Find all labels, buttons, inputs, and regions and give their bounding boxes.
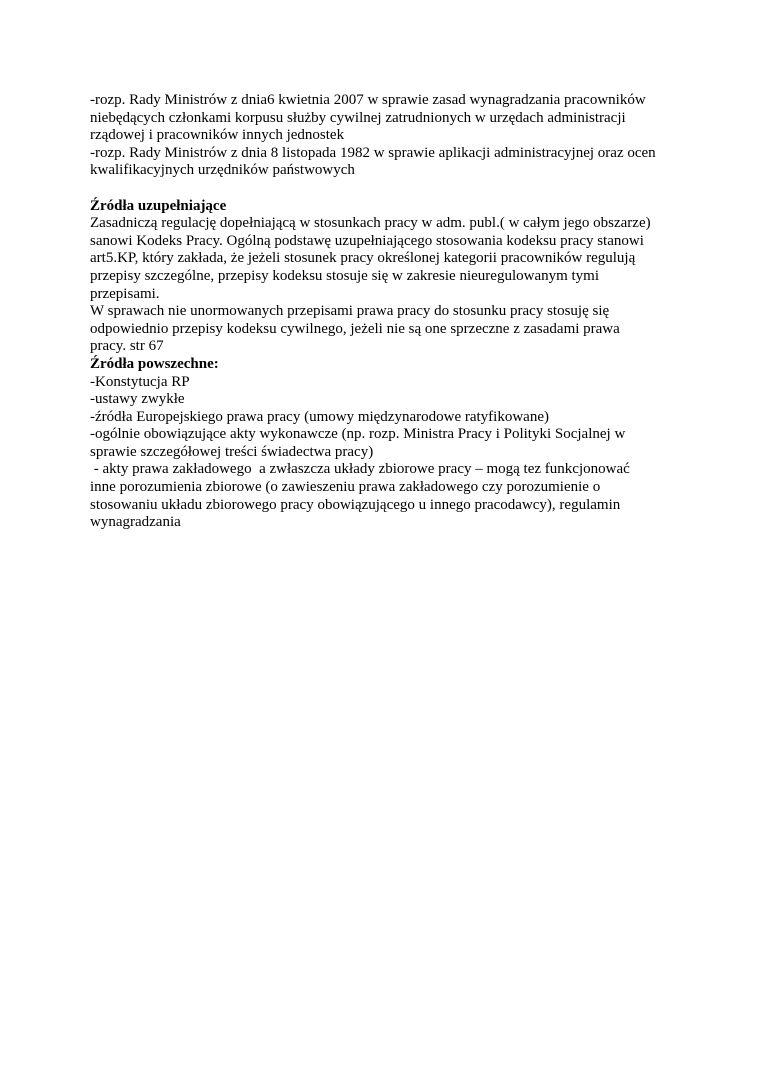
list-item: -Konstytucja RP: [90, 373, 190, 390]
section-heading: Źródła powszechne:: [90, 355, 219, 372]
text-line: niebędących członkami korpusu służby cywilnej zatrudnionych w urzędach administracji: [90, 109, 626, 126]
text-line: rządowej i pracowników innych jednostek: [90, 127, 345, 144]
text-line: odpowiednio przepisy kodeksu cywilnego, jeżeli nie są one sprzeczne z zasadami prawa: [90, 320, 620, 337]
list-item: - akty prawa zakładowego a zwłaszcza układy zbiorowe pracy – mogą tez funkcjonować: [90, 461, 630, 478]
list-item: -ustawy zwykłe: [90, 391, 185, 408]
text-line: art5.KP, który zakłada, że jeżeli stosunek pracy określonej kategorii pracowników regulują: [90, 250, 636, 267]
text-line: kwalifikacyjnych urzędników państwowych: [90, 162, 355, 179]
text-line: sanowi Kodeks Pracy. Ogólną podstawę uzupełniającego stosowania kodeksu pracy stanowi: [90, 232, 644, 249]
text-line: stosowaniu układu zbiorowego pracy obowiązującego u innego pracodawcy), regulamin: [90, 496, 621, 513]
text-line: przepisami.: [90, 285, 160, 302]
list-item: -źródła Europejskiego prawa pracy (umowy międzynarodowe ratyfikowane): [90, 408, 549, 425]
section-common-sources: [90, 356, 690, 532]
text-line: -rozp. Rady Ministrów z dnia 8 listopada 1982 w sprawie aplikacji administracyjnej oraz ocen: [90, 144, 656, 161]
text-line: W sprawach nie unormowanych przepisami prawa pracy do stosunku pracy stosuję się: [90, 303, 610, 320]
text-line: przepisy szczególne, przepisy kodeksu stosuje się w zakresie nieuregulowanym tymi: [90, 267, 600, 284]
text-line: pracy. str 67: [90, 338, 164, 355]
section-supplementary-sources: [90, 198, 690, 356]
intro-block: [90, 92, 690, 180]
text-line: Zasadniczą regulację dopełniającą w stosunkach pracy w adm. publ.( w całym jego obszarze): [90, 215, 651, 232]
text-line: -rozp. Rady Ministrów z dnia6 kwietnia 2007 w sprawie zasad wynagradzania pracowników: [90, 92, 646, 108]
list-item: -ogólnie obowiązujące akty wykonawcze (np. rozp. Ministra Pracy i Polityki Socjalnej w: [90, 426, 626, 443]
text-line: sprawie szczegółowej treści świadectwa pracy): [90, 443, 374, 460]
section-heading: Źródła uzupełniające: [90, 197, 227, 214]
document-page: [90, 92, 690, 532]
text-line: wynagradzania: [90, 514, 181, 531]
paragraph-gap: [90, 180, 690, 198]
text-line: inne porozumienia zbiorowe (o zawieszeniu prawa zakładowego czy porozumienie o: [90, 479, 601, 496]
